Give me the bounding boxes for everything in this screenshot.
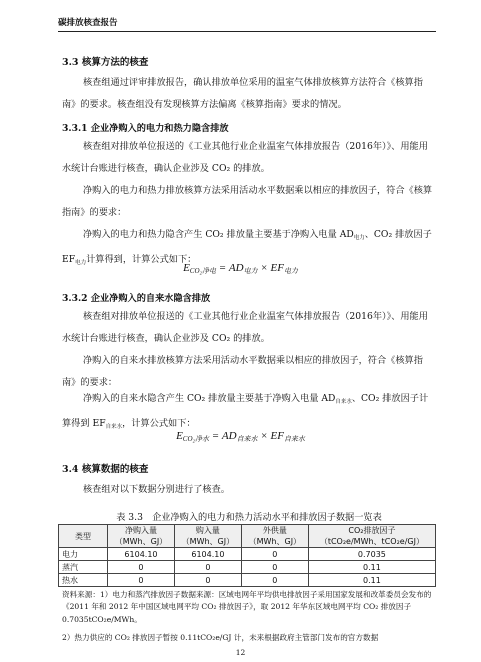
header-net-purchase: 净购入量 （MWh、GJ） — [108, 525, 175, 548]
cell-supplied: 0 — [241, 548, 308, 561]
table-caption: 表 3.3 企业净购入的电力和热力活动水平和排放因子数据一览表 — [116, 512, 382, 523]
section-3-4-paragraph: 核查组对以下数据分别进行了核查。 — [83, 484, 230, 495]
cell-factor: 0.7035 — [308, 548, 435, 561]
cell-supplied: 0 — [241, 561, 308, 574]
cell-purchased: 0 — [174, 561, 241, 574]
section-3-3-1-paragraph-1: 核查组对排放单位报送的《工业其他行业企业温室气体排放报告（2016年）》、用能用水统计台账进行核查，确认企业涉及 CO₂ 的排放。 — [62, 141, 428, 174]
source-note-1: 资料来源：1）电力和蒸汽排放因子数据来源：区域电网年平均供电排放因子采用国家发展和改革委员会发布的《2011 年和 2012 年中国区域电网平均 CO₂ 排放因子》，取 2012 年华东区域电网平均 CO₂ 排放因子 0.7035tCO₂e/MWh。 — [62, 590, 432, 624]
row-name: 蒸汽 — [59, 561, 108, 574]
section-3-3-paragraph: 核查组通过评审排放报告，确认排放单位采用的温室气体排放核算方法符合《核算指南》的要求。核查组没有发现核算方法偏离《核算指南》要求的情况。 — [62, 77, 423, 110]
page-number: 12 — [235, 648, 246, 657]
cell-factor: 0.11 — [308, 574, 435, 587]
table-row — [59, 561, 436, 574]
section-3-3-1-heading: 3.3.1 企业净购入的电力和热力隐含排放 — [62, 123, 229, 134]
section-3-3-1-paragraph-3: 净购入的电力和热力隐含产生 CO₂ 排放量主要基于净购入电量 $AD_{电力}$、CO₂ 排放因子 $EF_{电力}$计算得到，计算公式如下： — [62, 229, 432, 266]
cell-net: 0 — [108, 561, 175, 574]
cell-factor: 0.11 — [308, 561, 435, 574]
cell-net: 0 — [108, 574, 175, 587]
electricity-emission-formula: $E_{CO_2净电} = AD_{电力} \times EF_{电力}$ — [183, 262, 298, 275]
table-header-row — [59, 525, 436, 548]
header-purchased: 购入量 （MWh、GJ） — [174, 525, 241, 548]
section-3-4-heading: 3.4 核算数据的核查 — [62, 464, 149, 475]
document-header: 碳排放核查报告 — [58, 18, 118, 28]
section-3-3-2-paragraph-3: 净购入的自来水隐含产生 CO₂ 排放量主要基于净购入电量 $AD_{自来水}$、CO₂ 排放因子计算得到 $EF_{自来水}$，计算公式如下： — [62, 393, 429, 430]
header-divider — [58, 31, 436, 32]
table-row — [59, 548, 436, 561]
section-3-3-2-paragraph-1: 核查组对排放单位报送的《工业其他行业企业温室气体排放报告（2016年）》、用能用水统计台账进行核查，确认企业涉及 CO₂ 的排放。 — [62, 311, 428, 344]
section-3-3-heading: 3.3 核算方法的核查 — [62, 57, 149, 68]
cell-supplied: 0 — [241, 574, 308, 587]
section-3-3-2-heading: 3.3.2 企业净购入的自来水隐含排放 — [62, 293, 211, 304]
water-emission-formula: $E_{CO_2净水} = AD_{自来水} \times EF_{自来水}$ — [176, 430, 305, 443]
cell-purchased: 0 — [174, 574, 241, 587]
table-row — [59, 574, 436, 587]
header-type: 类型 — [59, 525, 108, 548]
section-3-3-1-paragraph-2: 净购入的电力和热力排放核算方法采用活动水平数据乘以相应的排放因子，符合《核算指南》的要求： — [62, 185, 433, 218]
row-name: 热水 — [59, 574, 108, 587]
section-3-3-2-paragraph-2: 净购入的自来水排放核算方法采用活动水平数据乘以相应的排放因子，符合《核算指南》的要求： — [62, 355, 423, 388]
cell-net: 6104.10 — [108, 548, 175, 561]
activity-data-table — [58, 524, 436, 587]
header-emission-factor: CO₂排放因子 （tCO₂e/MWh、tCO₂e/GJ） — [308, 525, 435, 548]
source-note-2: 2）热力供应的 CO₂ 排放因子暂按 0.11tCO₂e/GJ 计，未来根据政府主管部门发布的官方数据 — [62, 633, 379, 642]
cell-purchased: 6104.10 — [174, 548, 241, 561]
row-name: 电力 — [59, 548, 108, 561]
header-supplied: 外供量 （MWh、GJ） — [241, 525, 308, 548]
